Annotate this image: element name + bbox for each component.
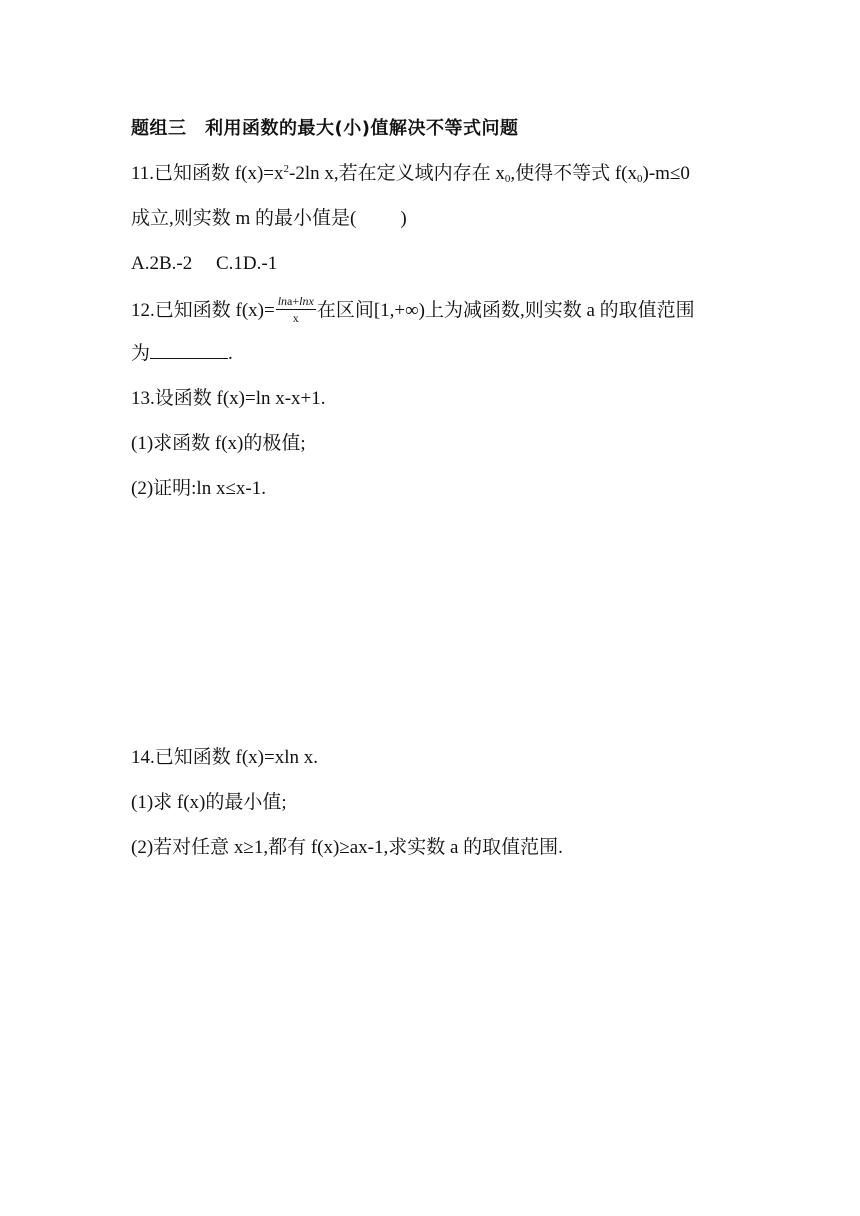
question-14-part-2: (2)若对任意 x≥1,都有 f(x)≥ax-1,求实数 a 的取值范围. <box>131 837 563 858</box>
fraction <box>276 294 316 325</box>
q11-subscript-2: 0 <box>637 173 643 185</box>
question-12-line-2 <box>131 342 233 366</box>
q11-text-e: 成立,则实数 m 的最小值是( <box>131 208 357 229</box>
section-title: 题组三 利用函数的最大(小)值解决不等式问题 <box>131 118 519 139</box>
q11-text-b: -2ln x,若在定义域内存在 x <box>289 163 505 184</box>
question-11-options: A.2B.-2 C.1D.-1 <box>131 253 278 274</box>
answer-blank <box>150 342 228 359</box>
question-11-line-2 <box>131 207 407 231</box>
q11-subscript-1: 0 <box>504 173 511 185</box>
question-13-stem: 13.设函数 f(x)=ln x-x+1. <box>131 388 326 409</box>
numerator-lnx: lnx <box>299 294 314 308</box>
q12-text-a: 12.已知函数 f(x)= <box>131 299 275 321</box>
question-12-line-1 <box>131 296 695 327</box>
question-14-part-1: (1)求 f(x)的最小值; <box>131 792 287 813</box>
question-14-stem: 14.已知函数 f(x)=xln x. <box>131 747 318 768</box>
question-11-line-1 <box>131 162 690 186</box>
q11-superscript: 2 <box>283 163 289 175</box>
q11-text-c: ,使得不等式 f(x <box>510 163 638 184</box>
fraction-numerator <box>276 294 316 310</box>
numerator-a-plus: a+ <box>287 294 300 308</box>
numerator-ln: ln <box>277 294 288 308</box>
q12-text-d: . <box>228 343 233 364</box>
q12-text-c: 为 <box>131 343 151 364</box>
q11-text-d: )-m≤0 <box>642 163 690 184</box>
q11-text-f: ) <box>400 208 407 229</box>
fraction-denominator: x <box>292 311 299 325</box>
q11-text-a: 11.已知函数 f(x)=x <box>131 163 284 184</box>
question-13-part-2: (2)证明:ln x≤x-1. <box>131 478 266 499</box>
q12-text-b: 在区间[1,+∞)上为减函数,则实数 a 的取值范围 <box>316 299 695 321</box>
question-13-part-1: (1)求函数 f(x)的极值; <box>131 433 306 454</box>
